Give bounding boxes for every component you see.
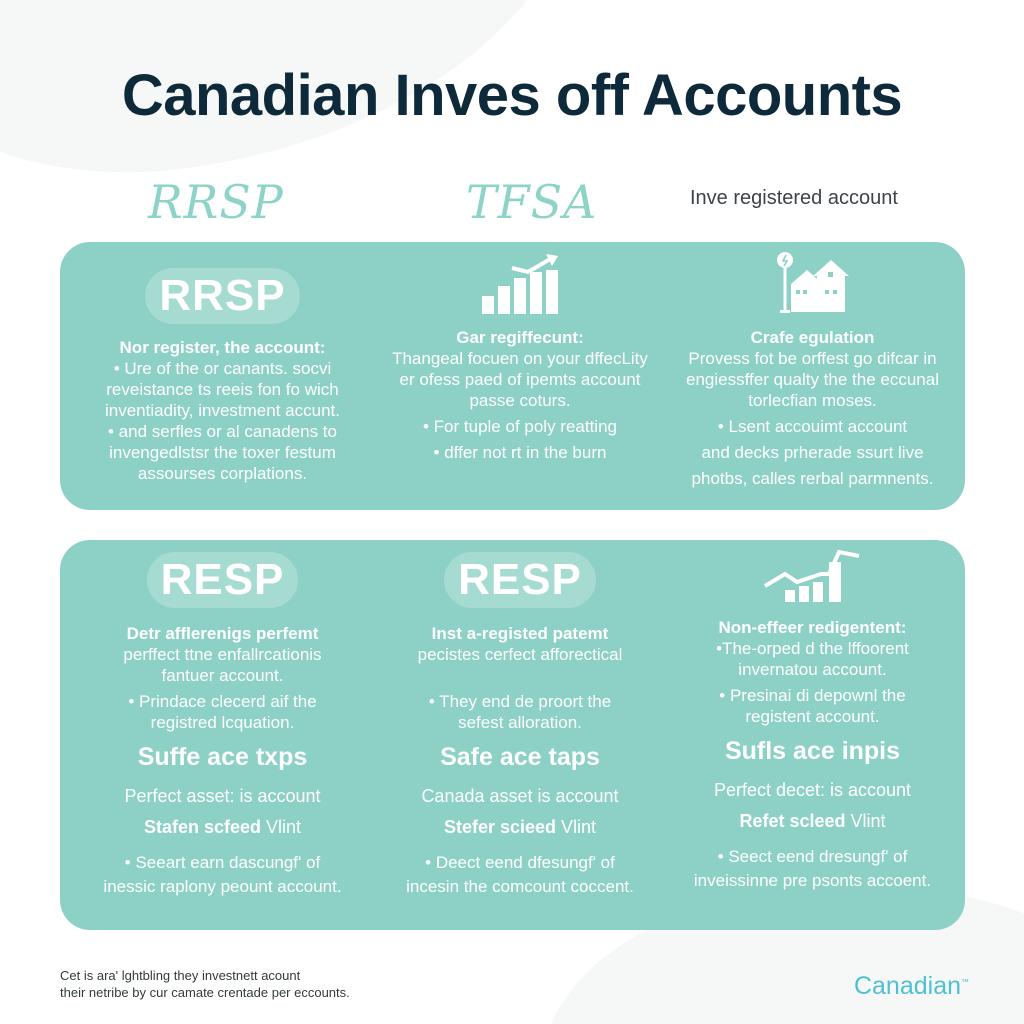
resp-badge: RESP — [444, 552, 596, 608]
body-line: er ofess paed of ipemts account — [399, 370, 641, 389]
body-line: registred lcquation. — [150, 713, 295, 732]
body-line: • For tuple of poly reatting — [423, 417, 617, 436]
body-line: torlecfian moses. — [748, 391, 877, 410]
body-line: • Presinai di depownl the — [719, 686, 906, 705]
body-line: • Prindace clecerd aif the — [128, 692, 317, 711]
body-line: inessic raplony peount account. — [103, 877, 342, 896]
page-title: Canadian Inves off Accounts — [121, 63, 903, 128]
body-line: fantuer account. — [161, 666, 284, 685]
body-line: • Seeart earn dascungf' of — [124, 853, 321, 872]
registered-heading: Crafe egulation — [750, 328, 875, 347]
rrsp-heading: Nor register, the account: — [119, 338, 326, 357]
body-line: and decks prherade ssurt live — [701, 443, 924, 462]
body-line — [375, 665, 665, 686]
body-line: • Deect eend dfesungf' of — [425, 853, 615, 872]
vlint-line: Stefer scieed Vlint — [443, 817, 597, 837]
subhead-registered: Inve registered account — [690, 187, 898, 209]
footer-note-line: Cet is ara' lghtbling they investnett acount — [60, 968, 301, 983]
body-line: perffect ttne enfallrcationis — [123, 645, 322, 664]
body-line: invengedlstsr the toxer festum — [109, 443, 336, 462]
section-big-heading: Suffe ace txps — [137, 743, 308, 771]
resp-column-1 — [90, 552, 355, 897]
body-line: • and serfles or al canadens to — [108, 422, 337, 441]
body-line: incesin the comcount coccent. — [406, 877, 634, 896]
asset-line: Perfect decet: is account — [713, 780, 912, 800]
bar-chart-up-arrow-icon — [375, 256, 665, 314]
body-line: •The-orped d the lffoorent — [716, 639, 909, 658]
body-line: • They end de proort the — [428, 692, 612, 711]
body-line: • dffer not rt in the burn — [433, 443, 607, 462]
body-line: inventiadity, investment accunt. — [105, 401, 340, 420]
body-line: reveistance ts reeis fon fo wich — [106, 380, 339, 399]
body-line: • Lsent accouimt account — [717, 417, 908, 436]
trademark-mark: ™ — [961, 977, 969, 987]
asset-line: Perfect asset: is account — [124, 786, 321, 806]
body-line: assourses corplations. — [137, 464, 308, 483]
body-line: engiessffer qualty the the eccunal — [686, 370, 939, 389]
subhead-rrsp: RRSP — [148, 175, 284, 229]
rrsp-badge: RRSP — [145, 268, 299, 324]
body-line: registent account. — [745, 707, 880, 726]
subhead-tfsa: TFSA — [466, 175, 598, 229]
brand-logo: Canadian™ — [853, 972, 969, 1000]
bottom-accounts-panel — [60, 540, 965, 930]
footer-note-line: their netribe by cur camate crentade per eccounts. — [60, 985, 350, 1000]
body-line: photbs, calles rerbal parmnents. — [691, 469, 934, 488]
non-registered-column — [670, 546, 955, 891]
resp-heading: Detr afflerenigs perfemt — [126, 624, 319, 643]
line-and-bar-growth-icon — [670, 546, 955, 604]
resp-column-2 — [375, 552, 665, 897]
body-line: Provess fot be orffest go difcar in — [688, 349, 937, 368]
section-big-heading: Safe ace taps — [440, 743, 600, 771]
top-accounts-panel — [60, 242, 965, 510]
body-line: sefest alloration. — [458, 713, 582, 732]
resp-heading: Inst a-registed patemt — [431, 624, 609, 643]
non-registered-heading: Non-effeer redigentent: — [718, 618, 907, 637]
subheadings-row — [0, 175, 1024, 231]
rrsp-column — [90, 268, 355, 484]
resp-badge: RESP — [147, 552, 299, 608]
body-line: passe coturs. — [469, 391, 571, 410]
asset-line: Canada asset is account — [421, 786, 619, 806]
section-big-heading: Sufls ace inpis — [724, 737, 901, 765]
body-line: pecistes cerfect afforectical — [417, 645, 623, 664]
vlint-line: Stafen scfeed Vlint — [143, 817, 302, 837]
houses-streetlight-icon — [670, 256, 955, 314]
body-line: • Seect eend dresungf' of — [717, 847, 908, 866]
vlint-line: Refet scleed Vlint — [739, 811, 886, 831]
tfsa-heading: Gar regiffecunt: — [456, 328, 584, 347]
body-line: Thangeal focuen on your dffecLity — [392, 349, 648, 368]
body-line: • Ure of the or canants. socvi — [113, 359, 332, 378]
body-line: invernatou account. — [738, 660, 887, 679]
body-line: inveissinne pre psonts accoent. — [693, 871, 932, 890]
registered-column — [670, 256, 955, 489]
footer-note — [60, 967, 350, 1001]
tfsa-column — [375, 256, 665, 463]
